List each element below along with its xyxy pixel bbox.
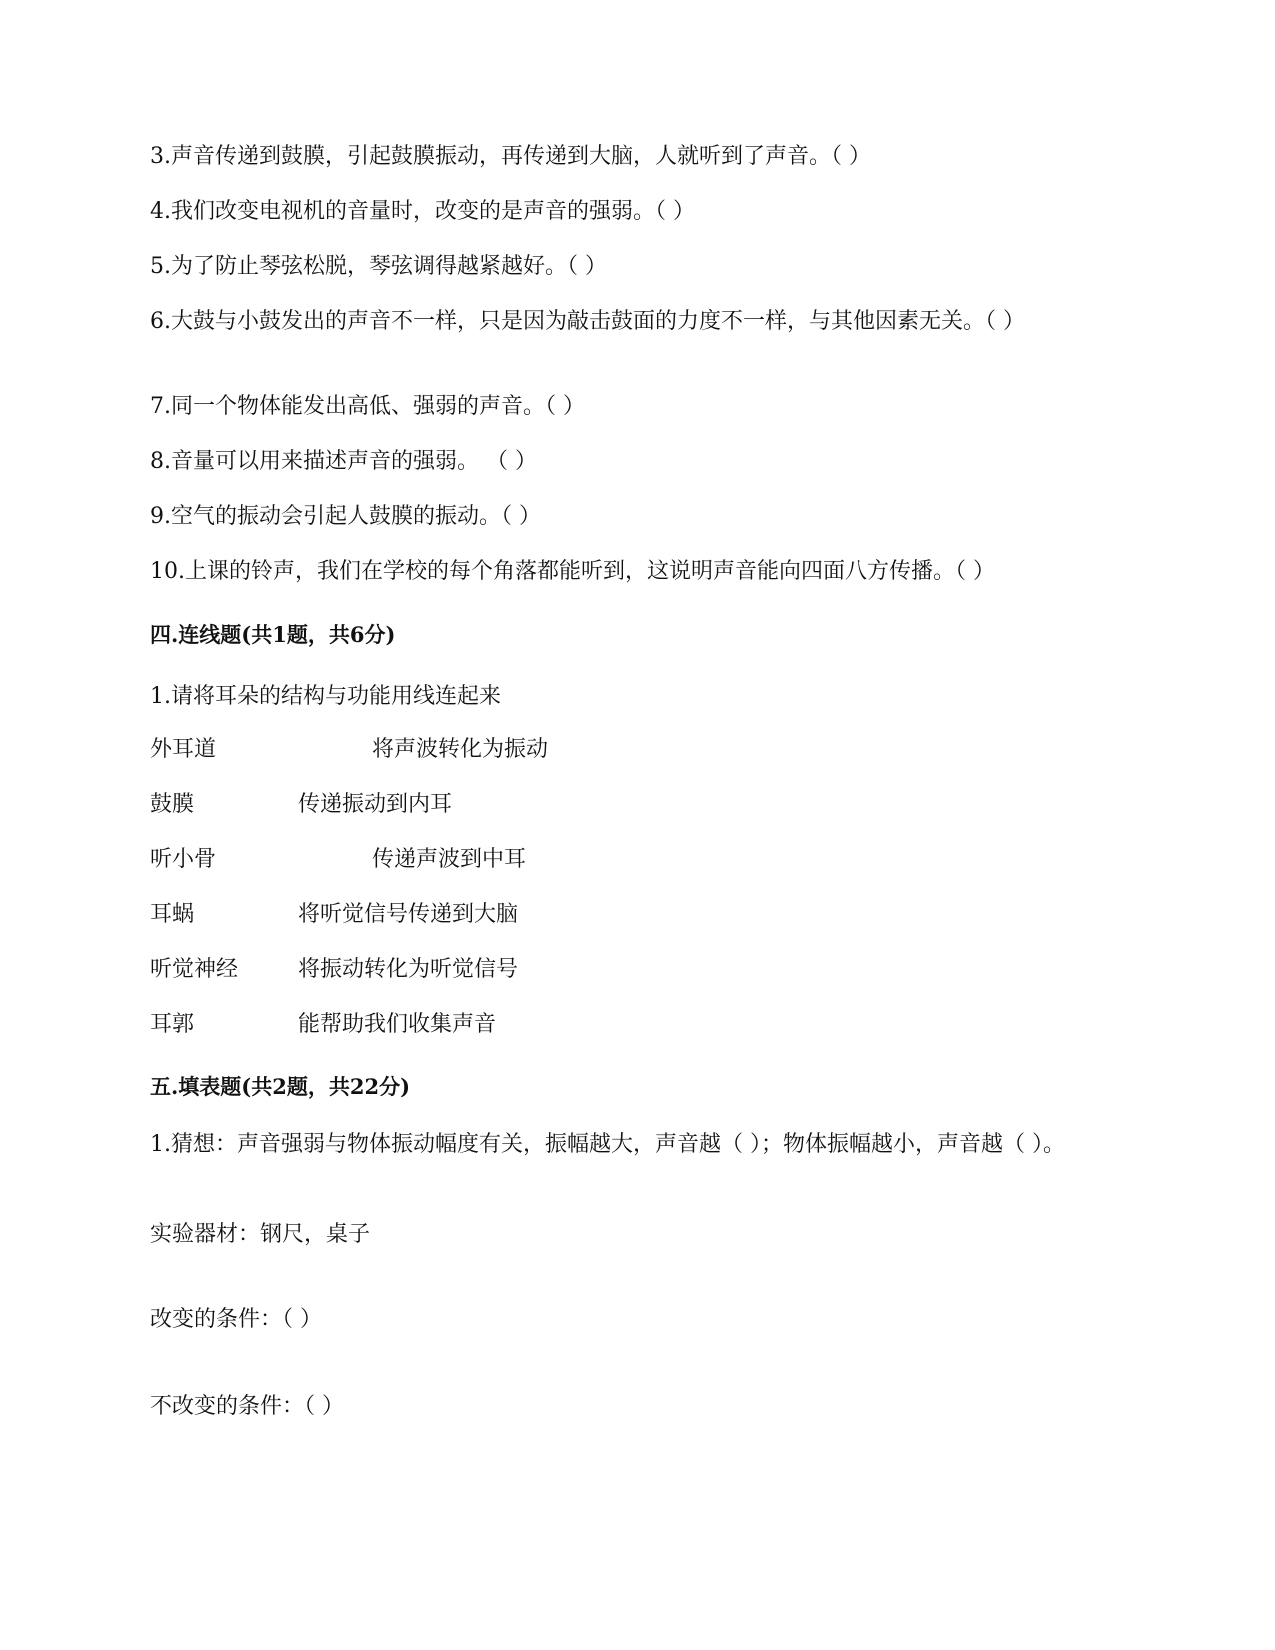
judgment-item-4: 4.我们改变电视机的音量时，改变的是声音的强弱。（ ） <box>150 199 695 224</box>
judgment-item-5: 5.为了防止琴弦松脱，琴弦调得越紧越好。（ ） <box>150 254 607 279</box>
matching-function: 将听觉信号传递到大脑 <box>298 902 519 927</box>
matching-function: 将声波转化为振动 <box>372 737 549 762</box>
matching-function: 能帮助我们收集声音 <box>298 1012 497 1037</box>
matching-function: 传递声波到中耳 <box>372 847 527 872</box>
matching-structure: 耳蜗 <box>150 902 195 927</box>
judgment-item-3: 3.声音传递到鼓膜，引起鼓膜振动，再传递到大脑，人就听到了声音。（ ） <box>150 144 871 169</box>
fill-table-materials: 实验器材：钢尺，桌子 <box>150 1222 371 1247</box>
section-heading-matching: 四.连线题(共1题，共6分) <box>150 622 396 647</box>
matching-function: 传递振动到内耳 <box>298 792 453 817</box>
judgment-item-10: 10.上课的铃声，我们在学校的每个角落都能听到，这说明声音能向四面八方传播。（ ） <box>150 559 995 584</box>
matching-structure: 听觉神经 <box>150 957 239 982</box>
matching-function: 将振动转化为听觉信号 <box>298 957 519 982</box>
fill-table-question: 1.猜想：声音强弱与物体振动幅度有关，振幅越大，声音越（ ）；物体振幅越小，声音越（ ）。 <box>150 1132 1065 1157</box>
matching-structure: 听小骨 <box>150 847 217 872</box>
matching-structure: 外耳道 <box>150 737 217 762</box>
fill-table-changed-condition: 改变的条件：（ ） <box>150 1307 322 1332</box>
judgment-item-6: 6.大鼓与小鼓发出的声音不一样，只是因为敲击鼓面的力度不一样，与其他因素无关。（ ） <box>150 309 1025 334</box>
judgment-item-8: 8.音量可以用来描述声音的强弱。 （ ） <box>150 449 537 474</box>
matching-structure: 鼓膜 <box>150 792 195 817</box>
section-heading-fill-table: 五.填表题(共2题，共22分) <box>150 1074 411 1099</box>
judgment-item-7: 7.同一个物体能发出高低、强弱的声音。（ ） <box>150 394 585 419</box>
matching-structure: 耳郭 <box>150 1012 195 1037</box>
fill-table-unchanged-condition: 不改变的条件：（ ） <box>150 1394 344 1419</box>
matching-question: 1.请将耳朵的结构与功能用线连起来 <box>150 684 501 709</box>
judgment-item-9: 9.空气的振动会引起人鼓膜的振动。（ ） <box>150 504 541 529</box>
